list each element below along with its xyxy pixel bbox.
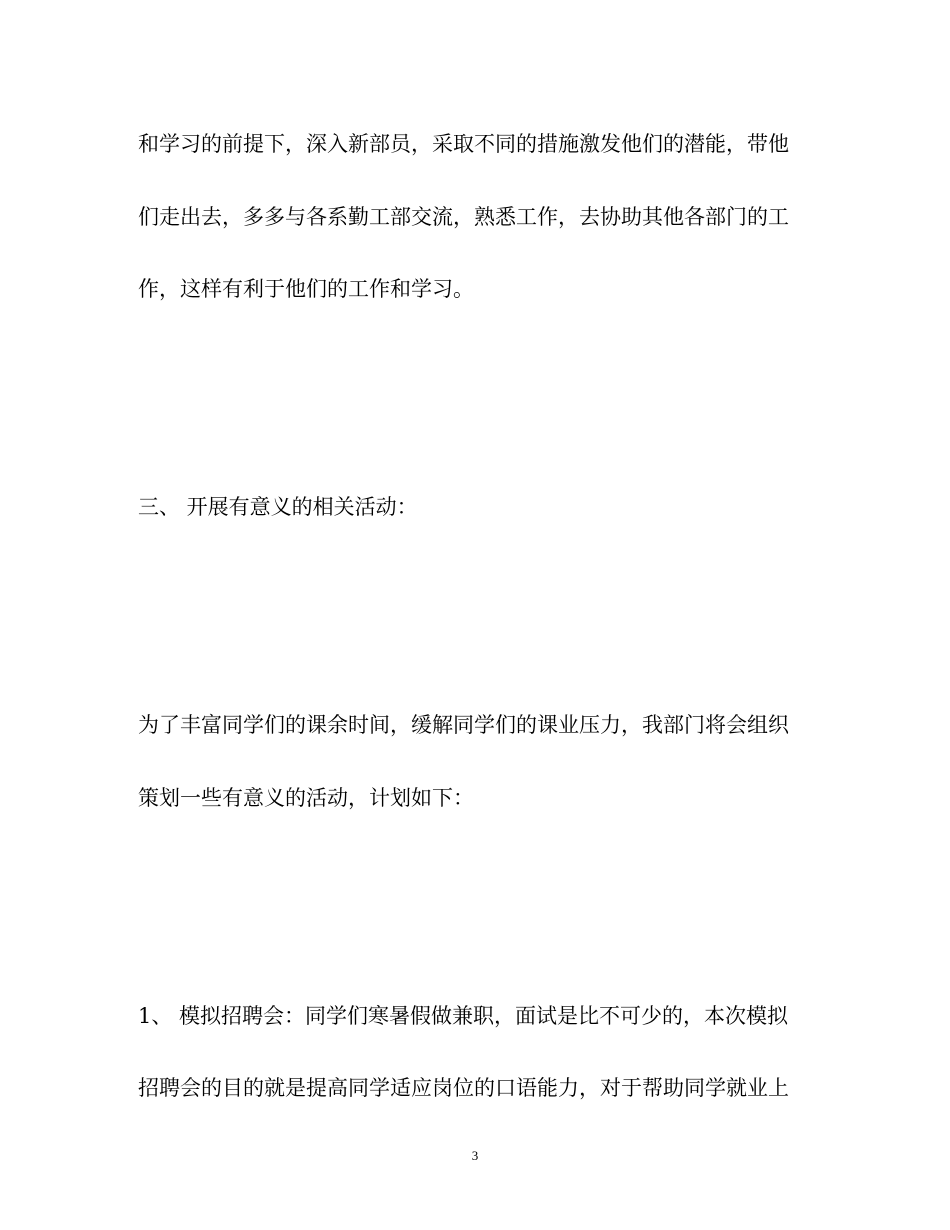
- paragraph-line: 为了丰富同学们的课余时间，缓解同学们的课业压力，我部门将会组织: [138, 713, 789, 737]
- list-item-line: 1、 模拟招聘会：同学们寒暑假做兼职，面试是比不可少的，本次模拟: [138, 1004, 789, 1028]
- page-number: 3: [471, 1148, 479, 1163]
- paragraph-line: 和学习的前提下，深入新部员，采取不同的措施激发他们的潜能，带他: [138, 132, 789, 156]
- section-heading: 三、 开展有意义的相关活动：: [138, 495, 418, 519]
- paragraph-line: 作，这样有利于他们的工作和学习。: [138, 277, 474, 301]
- list-item-line: 招聘会的目的就是提高同学适应岗位的口语能力，对于帮助同学就业上: [138, 1076, 789, 1100]
- paragraph-line: 策划一些有意义的活动，计划如下：: [138, 786, 474, 810]
- paragraph-line: 们走出去，多多与各系勤工部交流，熟悉工作，去协助其他各部门的工: [138, 205, 789, 229]
